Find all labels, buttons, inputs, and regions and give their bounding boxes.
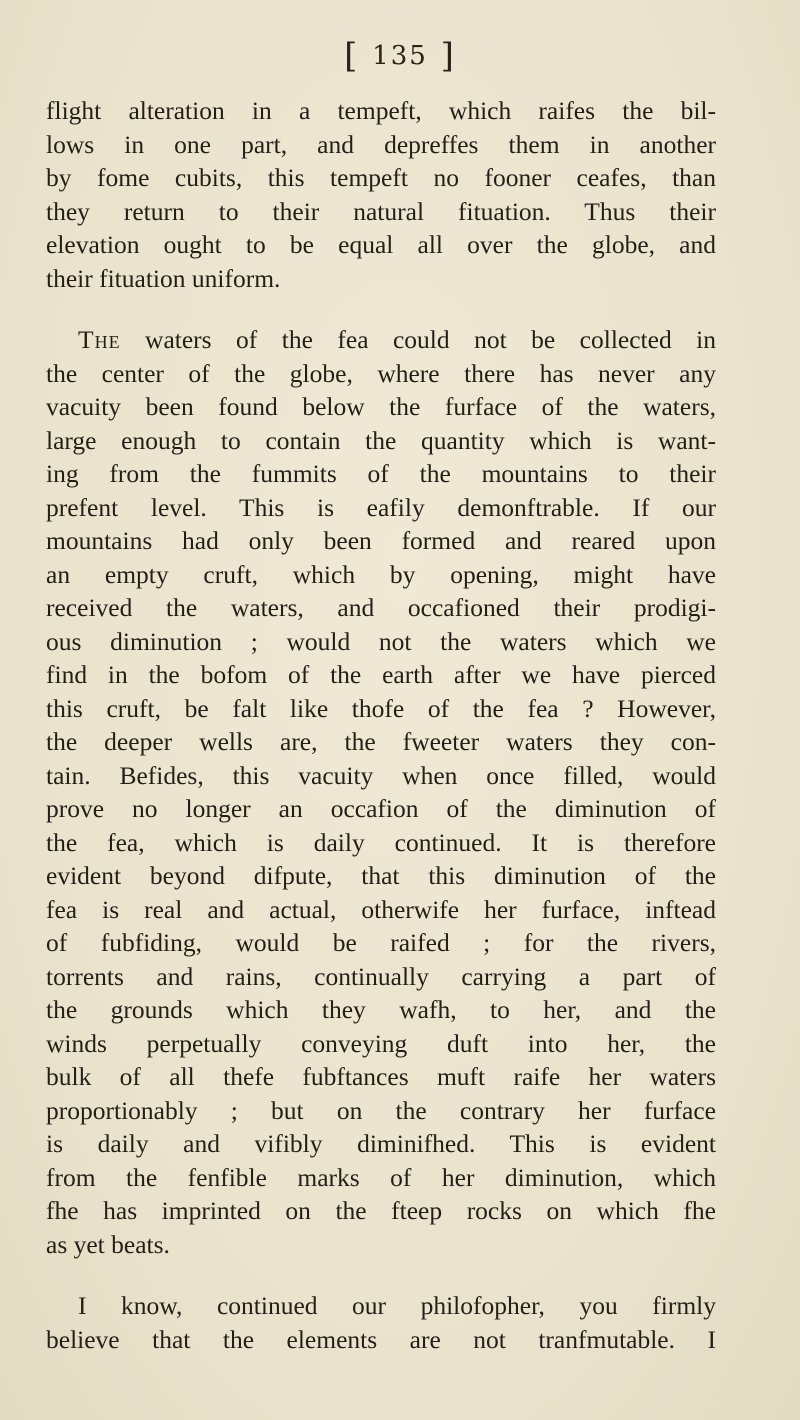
- text-line: elevation ought to be equal all over the globe, and: [46, 230, 716, 259]
- text-line: the center of the globe, where there has never any: [46, 358, 716, 388]
- text-line: proportionably ; but on the contrary her furface: [46, 1095, 716, 1125]
- paragraph-1: [46, 94, 716, 295]
- page-number: 135: [372, 41, 428, 71]
- text-line: their fituation uniform.: [46, 263, 281, 293]
- text-line: lows in one part, and depreffes them in another: [46, 129, 716, 159]
- text-line: the grounds which they wafh, to her, and the: [46, 995, 716, 1024]
- text-line: is daily and vifibly diminifhed. This is evident: [46, 1129, 716, 1158]
- text-line: of fubfiding, would be raifed ; for the rivers,: [46, 928, 716, 957]
- text-line: as yet beats.: [46, 1229, 170, 1259]
- paragraph-2: [46, 323, 716, 1261]
- text-line: the deeper wells are, the fweeter waters they con-: [46, 727, 716, 756]
- text-line: an empty cruft, which by opening, might have: [46, 559, 716, 589]
- text-line: by fome cubits, this tempeft no fooner ceafes, than: [46, 163, 716, 192]
- text-line: tain. Befides, this vacuity when once filled, would: [46, 760, 716, 790]
- text-line: bulk of all thefe fubftances muft raife her waters: [46, 1062, 716, 1091]
- text-line: large enough to contain the quantity which is want-: [46, 425, 716, 455]
- text-line: I know, continued our philofopher, you firmly: [78, 1291, 716, 1320]
- text-line: find in the bofom of the earth after we have pierced: [46, 660, 716, 689]
- text-line: from the fenfible marks of her diminution, which: [46, 1162, 716, 1192]
- text-line: evident beyond difpute, that this diminution of the: [46, 861, 716, 890]
- page-header: [0, 36, 800, 76]
- text-line: received the waters, and occafioned their prodigi-: [46, 593, 716, 622]
- text-line: ing from the fummits of the mountains to their: [46, 459, 716, 488]
- text-line-rest: waters of the fea could not be collected in: [120, 325, 716, 354]
- text-line: winds perpetually conveying duft into her, the: [46, 1028, 716, 1058]
- text-line: prefent level. This is eafily demonftrable. If our: [46, 492, 716, 522]
- text-line: mountains had only been formed and reared upon: [46, 526, 716, 555]
- text-line: the fea, which is daily continued. It is therefore: [46, 827, 716, 857]
- text-line: vacuity been found below the furface of the waters,: [46, 392, 716, 421]
- text-line: prove no longer an occafion of the diminution of: [46, 794, 716, 823]
- text-line-first: [46, 323, 716, 357]
- text-line: this cruft, be falt like thofe of the fea ? However,: [46, 693, 716, 723]
- text-line: ous diminution ; would not the waters which we: [46, 626, 716, 656]
- text-line: fea is real and actual, otherwife her furface, inftead: [46, 894, 716, 924]
- text-line: believe that the elements are not tranfmutable. I: [46, 1324, 716, 1354]
- body-text: [46, 94, 716, 1356]
- text-line: flight alteration in a tempeft, which raifes the bil-: [46, 96, 716, 125]
- text-line: fhe has imprinted on the fteep rocks on which fhe: [46, 1196, 716, 1225]
- text-line: torrents and rains, continually carrying a part of: [46, 961, 716, 991]
- text-line: they return to their natural fituation. Thus their: [46, 196, 716, 226]
- paragraph-lead: The: [78, 325, 121, 354]
- bracket-open: [: [344, 36, 360, 76]
- bracket-close: ]: [440, 36, 456, 76]
- paragraph-3: [46, 1289, 716, 1356]
